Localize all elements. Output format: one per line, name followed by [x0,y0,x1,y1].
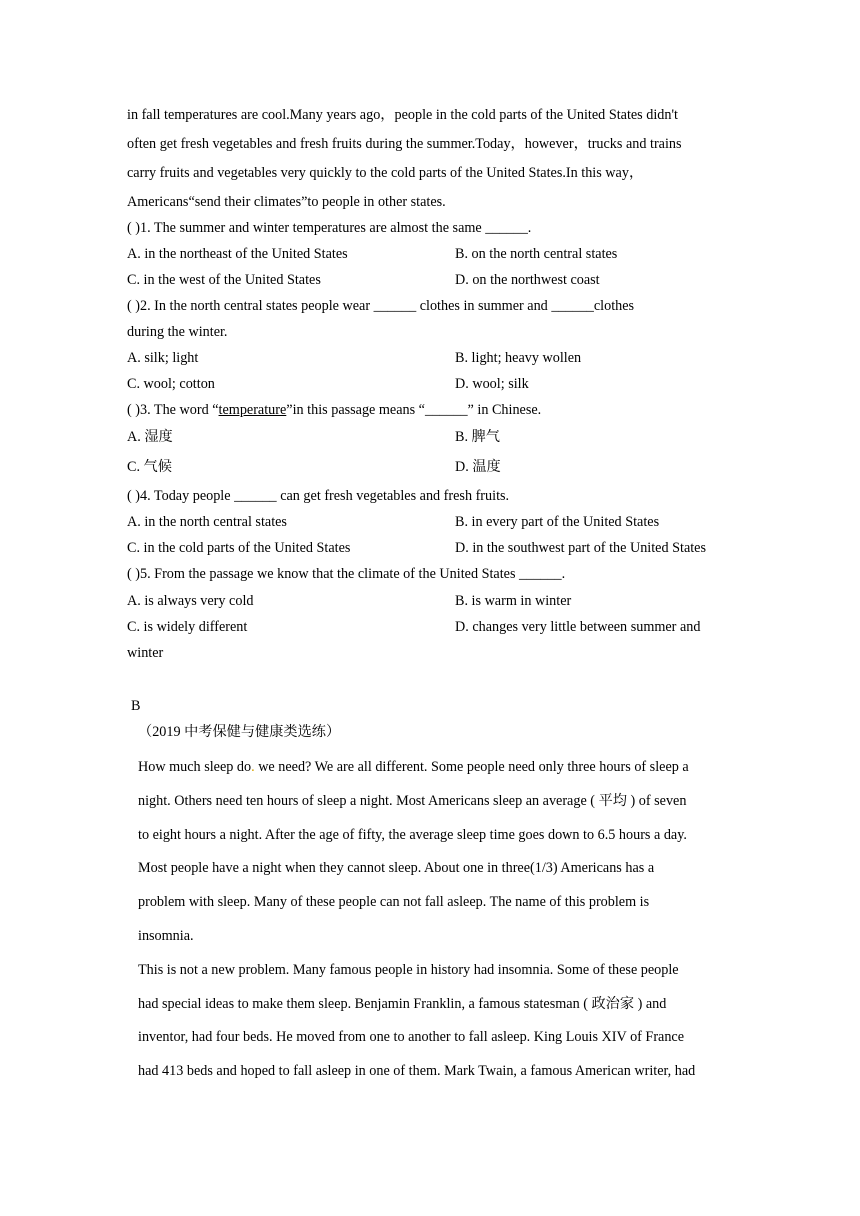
passage-line [138,758,689,776]
question-stem: ( )4. Today people ______ can get fresh vegetables and fresh fruits. [127,488,510,504]
passage-line: in fall temperatures are cool.Many years ago，people in the cold parts of the United States didn't [127,107,678,123]
option-b: B. in every part of the United States [455,514,660,530]
passage-line: often get fresh vegetables and fresh fruits during the summer.Today，however，trucks and trains [127,136,682,152]
passage-line: insomnia. [138,928,194,944]
question-stem-continued: during the winter. [127,324,228,340]
emphasis-dot: . [251,759,255,775]
option-b: B. is warm in winter [455,593,572,609]
question-stem [127,401,541,419]
passage-line-start: How much sleep do [138,759,252,775]
passage-line: had 413 beds and hoped to fall asleep in one of them. Mark Twain, a famous American writer, had [138,1063,696,1079]
option-c: C. is widely different [127,619,248,635]
passage-line: Americans“send their climates”to people in other states. [127,194,446,210]
option-a: A. silk; light [127,350,199,366]
option-d: D. wool; silk [455,376,529,392]
option-b: B. on the north central states [455,246,618,262]
passage-line: problem with sleep. Many of these people can not fall asleep. The name of this problem is [138,894,650,910]
passage-line: night. Others need ten hours of sleep a night. Most Americans sleep an average ( 平均 ) of seven [138,793,687,809]
option-c: C. 气候 [127,459,172,475]
passage-line: Most people have a night when they cannot sleep. About one in three(1/3) Americans has a [138,860,655,876]
question-stem: ( )2. In the north central states people wear ______ clothes in summer and ______clothes [127,298,635,314]
passage-line: carry fruits and vegetables very quickly to the cold parts of the United States.In this way， [127,165,644,181]
option-a: A. is always very cold [127,593,254,609]
question-stem: ( )5. From the passage we know that the climate of the United States ______. [127,566,566,582]
option-a: A. in the northeast of the United States [127,246,348,262]
option-a: A. 湿度 [127,429,173,445]
passage-line: had special ideas to make them sleep. Benjamin Franklin, a famous statesman ( 政治家 ) and [138,996,667,1012]
section-label: B [131,698,141,714]
option-c: C. in the cold parts of the United States [127,540,351,556]
passage-line: inventor, had four beds. He moved from one to another to fall asleep. King Louis XIV of France [138,1029,685,1045]
option-d: D. 温度 [455,459,501,475]
option-c: C. wool; cotton [127,376,215,392]
option-c: C. in the west of the United States [127,272,321,288]
passage-line: to eight hours a night. After the age of fifty, the average sleep time goes down to 6.5 hours a day. [138,827,687,843]
passage-line: This is not a new problem. Many famous people in history had insomnia. Some of these people [138,962,679,978]
option-b: B. light; heavy wollen [455,350,582,366]
passage-line-end: we need? We are all different. Some people need only three hours of sleep a [254,759,689,775]
question-stem: ( )1. The summer and winter temperatures are almost the same ______. [127,220,532,236]
option-d: D. in the southwest part of the United States [455,540,706,556]
option-d-continued: winter [127,645,164,661]
option-d: D. on the northwest coast [455,272,600,288]
source-note: （2019 中考保健与健康类选练） [138,724,341,740]
option-a: A. in the north central states [127,514,287,530]
option-d: D. changes very little between summer and [455,619,701,635]
underlined-word: temperature [218,402,287,418]
option-b: B. 脾气 [455,429,500,445]
question-stem-after: ”in this passage means “______” in Chinese. [286,402,542,418]
question-stem-before: ( )3. The word “ [127,402,219,418]
